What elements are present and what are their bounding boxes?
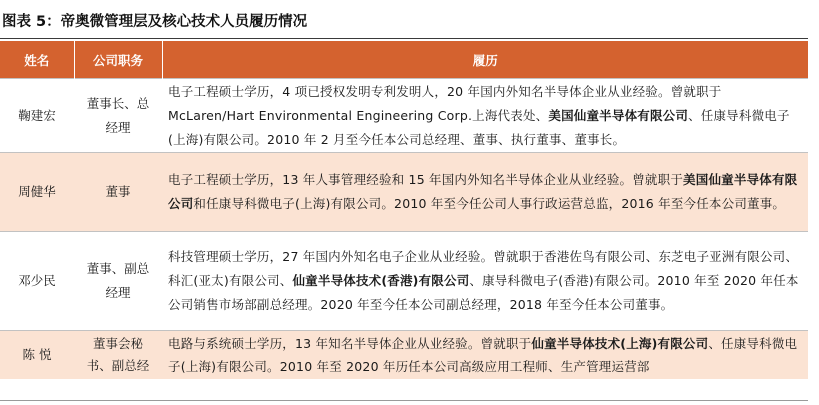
person-resume	[162, 232, 808, 331]
resume-highlight: 仙童半导体技术(上海)有限公司	[531, 336, 709, 351]
table-row	[0, 79, 808, 153]
resume-text: 电子工程硕士学历，4 项已授权发明专利发明人，20 年国内外知名半导体企业从业经验。曾就职于 McLaren/Hart Environmental Engineering Corp.上海代表处、	[168, 83, 722, 123]
person-role	[74, 153, 162, 232]
resume-text: 、任康导科微电子(上海)有限公司。2010 年 2 月至今任本公司总经理、董事、执行董事、董事长。	[168, 107, 790, 147]
role-text: 董事会秘书、副总经	[86, 336, 150, 373]
resume-text: 、康导科微电子(香港)有限公司。2010 年至 2020 年任本公司销售市场部副总经理。2020 年至今任本公司副总经理，2018 年至今任本公司董事。	[168, 273, 799, 312]
resume-highlight: 仙童半导体技术(香港)有限公司	[292, 273, 470, 288]
table-row	[0, 331, 808, 380]
header-name: 姓名	[0, 41, 74, 79]
resume-text: 科技管理硕士学历，27 年国内外知名电子企业从业经验。曾就职于香港佐鸟有限公司、东芝电子亚洲有限公司、科汇(亚太)有限公司、	[168, 249, 799, 288]
person-role	[74, 331, 162, 380]
person-resume	[162, 331, 808, 380]
header-position: 公司职务	[74, 41, 162, 79]
person-role	[74, 232, 162, 331]
person-name: 邓少民	[0, 232, 74, 331]
resume-highlight: 美国仙童半导体有限公司	[168, 172, 798, 211]
person-name: 陈 悦	[0, 331, 74, 380]
resume-text: 、任康导科微电子(上海)有限公司。2010 年至 2020 年历任本公司高级应用工程师、生产管理运营部	[168, 336, 798, 374]
person-name: 周健华	[0, 153, 74, 232]
table-row	[0, 232, 808, 331]
role-text: 董事长、总经理	[86, 95, 150, 135]
management-table	[0, 41, 808, 379]
figure-title: 图表 5：帝奥微管理层及核心技术人员履历情况	[2, 14, 308, 30]
bottom-divider	[0, 400, 808, 401]
person-role	[74, 79, 162, 153]
person-name: 鞠建宏	[0, 79, 74, 153]
resume-text: 和任康导科微电子(上海)有限公司。2010 年至今任公司人事行政运营总监，2016 年至今任本公司董事。	[193, 196, 786, 211]
resume-text: 电路与系统硕士学历，13 年知名半导体企业从业经验。曾就职于	[168, 336, 532, 351]
header-resume: 履历	[162, 41, 808, 79]
person-resume	[162, 79, 808, 153]
person-resume	[162, 153, 808, 232]
role-text: 董事、副总经理	[86, 261, 150, 300]
resume-highlight: 美国仙童半导体有限公司	[548, 107, 689, 123]
resume-text: 电子工程硕士学历，13 年人事管理经验和 15 年国内外知名半导体企业从业经验。曾就职于	[168, 172, 684, 187]
table-header-row	[0, 41, 808, 79]
title-divider	[0, 38, 808, 39]
table-row	[0, 153, 808, 232]
role-text: 董事	[105, 184, 131, 199]
